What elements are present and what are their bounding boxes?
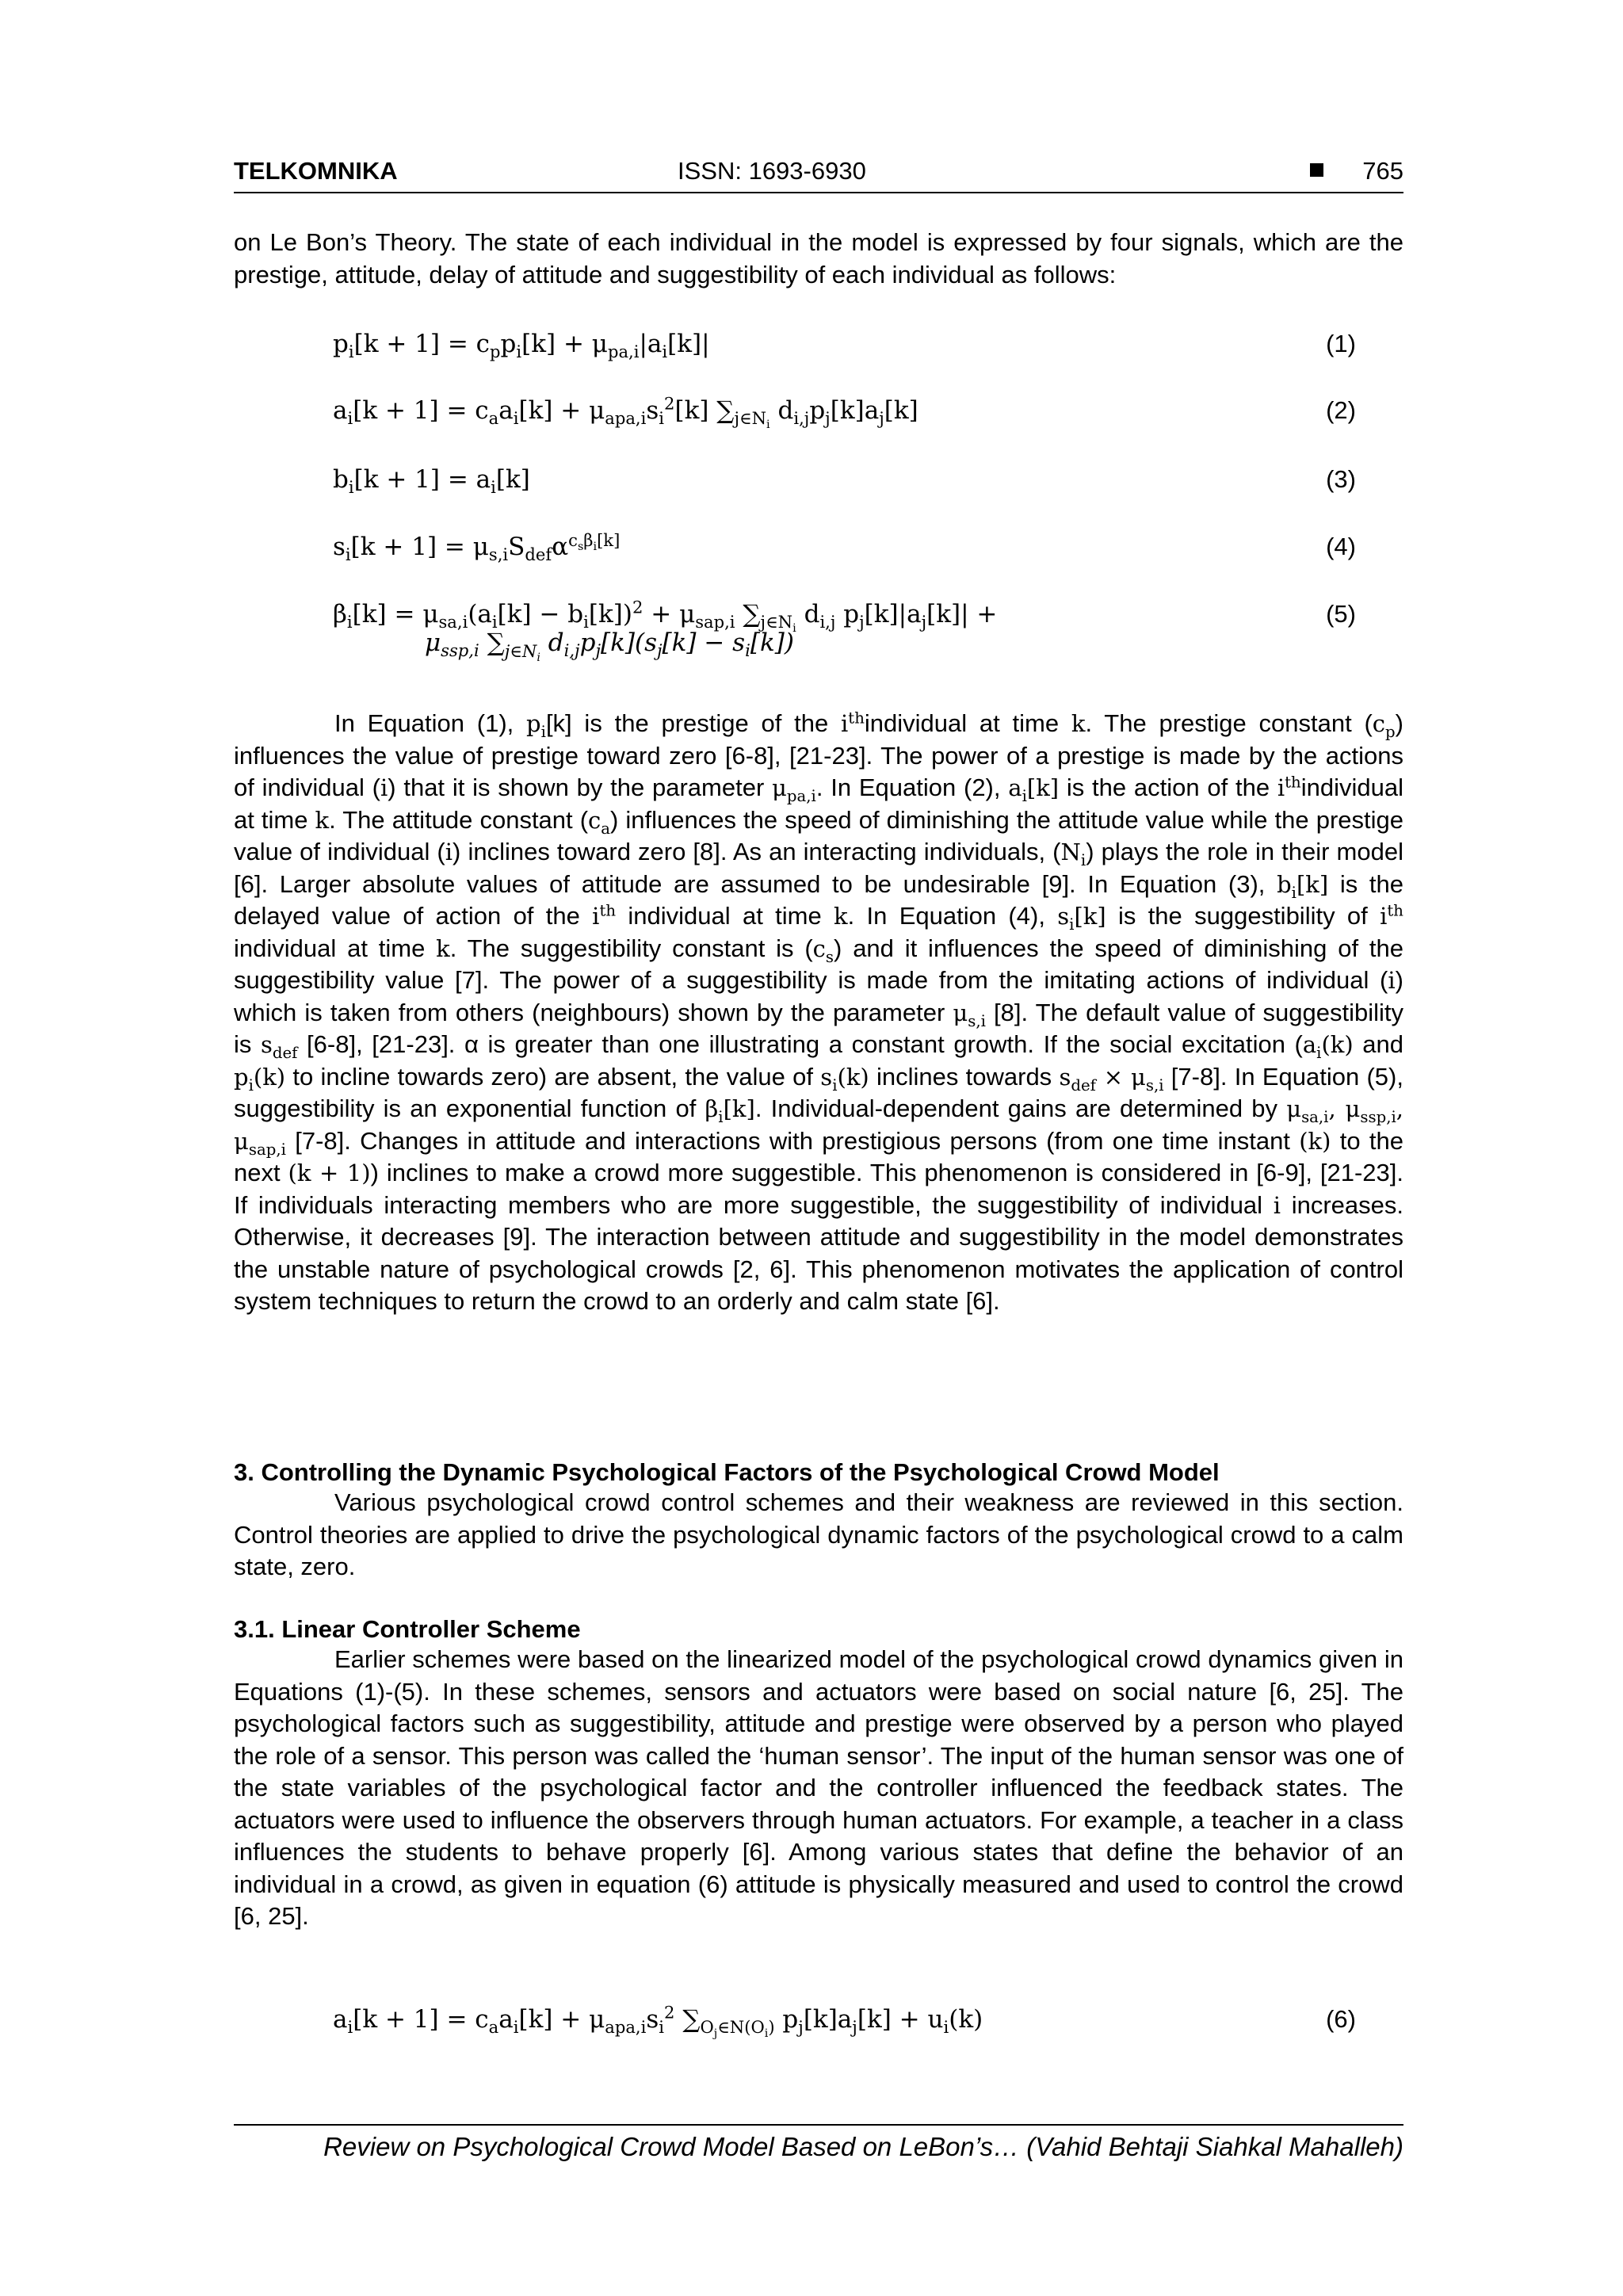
- running-header: [234, 157, 1403, 193]
- subsection-text: Earlier schemes were based on the linearized model of the psychological crowd dynamics given in Equations (1)-(5). In these schemes, sensors and actuators were based on social nature [6, 25]. The psychological factors such as suggestibility, attitude and prestige were observed by a person who played the role of a sensor. This person was called the ‘human sensor’. The input of the human sensor was one of the state variables of the psychological factor and the controller influenced the feedback states. The actuators were used to influence the observers through human actuators. For example, a teacher in a class influences the students to behave properly [6]. Among various states that define the behavior of an individual in a crowd, as given in equation (6) attitude is physically measured and used to control the crowd [6, 25].: [234, 1645, 1403, 1930]
- journal-name: TELKOMNIKA: [234, 157, 398, 185]
- running-footer: Review on Psychological Crowd Model Based on LeBon’s… (Vahid Behtaji Siahkal Mahalleh): [323, 2132, 1403, 2161]
- equation-number: (5): [1326, 600, 1356, 628]
- equation-4: $s_i[k + 1] = \mu_{s,i}S_{def}\alpha^{c_s\beta_i[k]}$ (4): [333, 529, 1356, 565]
- square-bullet-icon: [1310, 163, 1323, 177]
- intro-paragraph: on Le Bon’s Theory. The state of each individual in the model is expressed by four signals, which are the prestige, attitude, delay of attitude and suggestibility of each individual as follows:: [234, 228, 1403, 288]
- section-3: [234, 1458, 1403, 1584]
- equation-1: $p_i[k + 1] = c_pp_i[k] + \mu_{pa,i}|a_i[k]|$ (1): [333, 330, 1356, 362]
- equation-6: $a_i[k + 1] = c_aa_i[k] + \mu_{apa,i}s_i^2$ $\sum_{O_j\in N(O_i)}$ $p_j[k]a_j[k] + u_i(k)$ (6): [333, 2002, 1356, 2041]
- equation-number: (4): [1326, 533, 1356, 560]
- equation-number: (3): [1326, 465, 1356, 493]
- page-number: 765: [1362, 157, 1403, 185]
- section-heading: 3. Controlling the Dynamic Psychological Factors of the Psychological Crowd Model: [234, 1458, 1220, 1486]
- equation-2: $a_i[k + 1] = c_aa_i[k] + \mu_{apa,i}s_i^2[k]$ $\sum_{j\in N_i}$ $d_{i,j}p_j[k]a_j[k]$ (2): [333, 393, 1356, 432]
- footer-rule: [234, 2124, 1403, 2126]
- explanation-paragraph: In Equation (1), $p_i[k]$ is the prestige of the $i^{th}individual$ at time k. The prestige constant $(c_p)$ influences the value of prestige toward zero [6-8], [21-23]. The power of a prestige is made by the actions of individual (i) that it is shown by the parameter $\mu_{pa,i}$. In Equation (2), $a_i[k]$ is the action of the $i^{th}individual$ at time k. The attitude constant $(c_a)$ influences the speed of diminishing the attitude value while the prestige value of individual (i) inclines toward zero [8]. As an interacting individuals, $(N_i)$ plays the role in their model [6]. Larger absolute values of attitude are assumed to be undesirable [9]. In Equation (3), $b_i[k]$ is the delayed value of action of the $i^{th}$ individual at time k. In Equation (4), $s_i[k]$ is the suggestibility of $i^{th}$ individual at time k. The suggestibility constant is $(c_s)$ and it influences the speed of diminishing of the suggestibility value [7]. The power of a suggestibility is made from the imitating actions of individual (i) which is taken from others (neighbours) shown by the parameter $\mu_{s,i}$ [8]. The default value of suggestibility is $s_{def}$ [6-8], [21-23]. α is greater than one illustrating a constant growth. If the social excitation ($a_i(k)$ and $p_i(k)$ to incline towards zero) are absent, the value of $s_i(k)$ inclines towards $s_{def} \times \mu_{s,i}$ [7-8]. In Equation (5), suggestibility is an exponential function of $\beta_i[k]$. Individual-dependent gains are determined by $\mu_{sa,i}$, $\mu_{ssp,i}$, $\mu_{sap,i}$ [7-8]. Changes in attitude and interactions with prestigious persons (from one time instant (k) to the next (k + 1)) inclines to make a crowd more suggestible. This phenomenon is considered in [6-9], [21-23]. If individuals interacting members who are more suggestible, the suggestibility of individual i increases. Otherwise, it decreases [9]. The interaction between attitude and suggestibility in the model demonstrates the unstable nature of psychological crowds [2, 6]. This phenomenon motivates the application of control system techniques to return the crowd to an orderly and calm state [6].: [234, 709, 1404, 1315]
- subsection-heading: 3.1. Linear Controller Scheme: [234, 1615, 581, 1643]
- equation-number: (2): [1326, 396, 1356, 424]
- issn: ISSN: 1693-6930: [678, 157, 866, 185]
- section-3-1: [234, 1615, 1403, 1933]
- equation-5: $\beta_i[k] = \mu_{sa,i}(a_i[k] - b_i[k])^2 + \mu_{sap,i}$ $\sum_{j\in N_i}$ $d_{i,j}$ $p_j[k]|a_j[k]|$ + $\mu_{ssp,i}$ $\sum_{j\in N_i}$ $d_{i,j}p_j[k](s_j[k] - s_i[k])$ (5): [333, 597, 1356, 664]
- equation-3: $b_i[k + 1] = a_i[k]$ (3): [333, 465, 1356, 498]
- equation-number: (1): [1326, 330, 1356, 357]
- section-text: Various psychological crowd control schemes and their weakness are reviewed in this section. Control theories are applied to drive the psychological dynamic factors of the psychological crowd to a calm state, zero.: [234, 1488, 1403, 1580]
- equation-number: (6): [1326, 2005, 1356, 2033]
